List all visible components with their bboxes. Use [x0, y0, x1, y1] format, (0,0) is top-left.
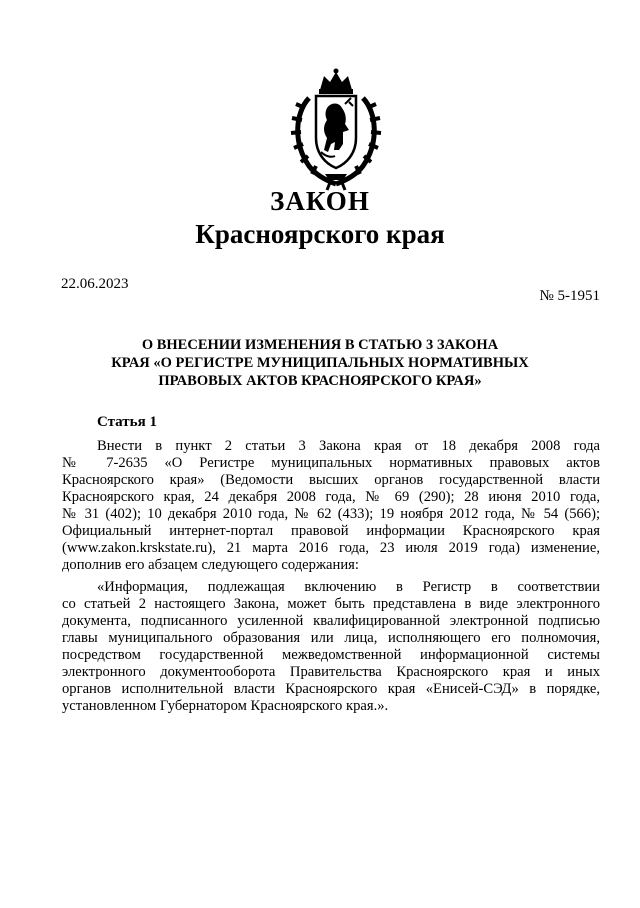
- coat-of-arms-emblem: [287, 68, 385, 192]
- quoted-paragraph-line: «Информация, подлежащая включению в Регистр в соответствии: [97, 579, 600, 595]
- article-title: Статья 1: [97, 414, 157, 430]
- quoted-paragraph-line: со статьей 2 настоящего Закона, может быть представлена в виде электронного: [62, 596, 600, 612]
- article-text-line: Внести в пункт 2 статьи 3 Закона края от 18 декабря 2008 года: [97, 438, 600, 454]
- article-text-line: Красноярского края» (Ведомости высших органов государственной власти: [62, 472, 600, 488]
- document-type-title: ЗАКОН: [270, 186, 370, 216]
- quoted-paragraph-line: посредством государственной межведомственной информационной системы: [62, 647, 600, 663]
- law-heading-line: О ВНЕСЕНИИ ИЗМЕНЕНИЯ В СТАТЬЮ 3 ЗАКОНА: [141, 337, 499, 353]
- article-text-line: (www.zakon.krskstate.ru), 21 марта 2016 года, 23 июля 2019 года) изменение,: [62, 540, 600, 556]
- quoted-paragraph-line: электронного документооборота Правительства Красноярского края и иных: [62, 664, 600, 680]
- law-number: № 5-1951: [539, 288, 600, 304]
- article-text-line: № 31 (402); 10 декабря 2010 года, № 62 (433); 19 ноября 2012 года, № 54 (566);: [62, 506, 600, 522]
- quoted-paragraph-line: документа, подписанного усиленной квалифицированной электронной подписью: [62, 613, 600, 629]
- quoted-paragraph-line: главы муниципального образования или лица, исполняющего его полномочия,: [62, 630, 600, 646]
- article-text-line: № 7-2635 «О Регистре муниципальных нормативных правовых актов: [62, 455, 600, 471]
- law-heading-line: КРАЯ «О РЕГИСТРЕ МУНИЦИПАЛЬНЫХ НОРМАТИВНЫХ: [111, 355, 529, 371]
- article-text-line: Красноярского края, 24 декабря 2008 года, № 69 (290); 28 июня 2010 года,: [62, 489, 600, 505]
- quoted-paragraph-line: установленном Губернатором Красноярского края.».: [62, 698, 389, 714]
- article-text-line: дополнив его абзацем следующего содержания:: [62, 557, 359, 573]
- quoted-paragraph-line: органов исполнительной власти Красноярского края «Енисей-СЭД» в порядке,: [62, 681, 600, 697]
- law-date: 22.06.2023: [61, 276, 129, 292]
- law-heading-line: ПРАВОВЫХ АКТОВ КРАСНОЯРСКОГО КРАЯ»: [158, 373, 482, 389]
- article-text-line: Официальный интернет-портал правовой информации Красноярского края: [62, 523, 600, 539]
- region-title: Красноярского края: [195, 219, 445, 249]
